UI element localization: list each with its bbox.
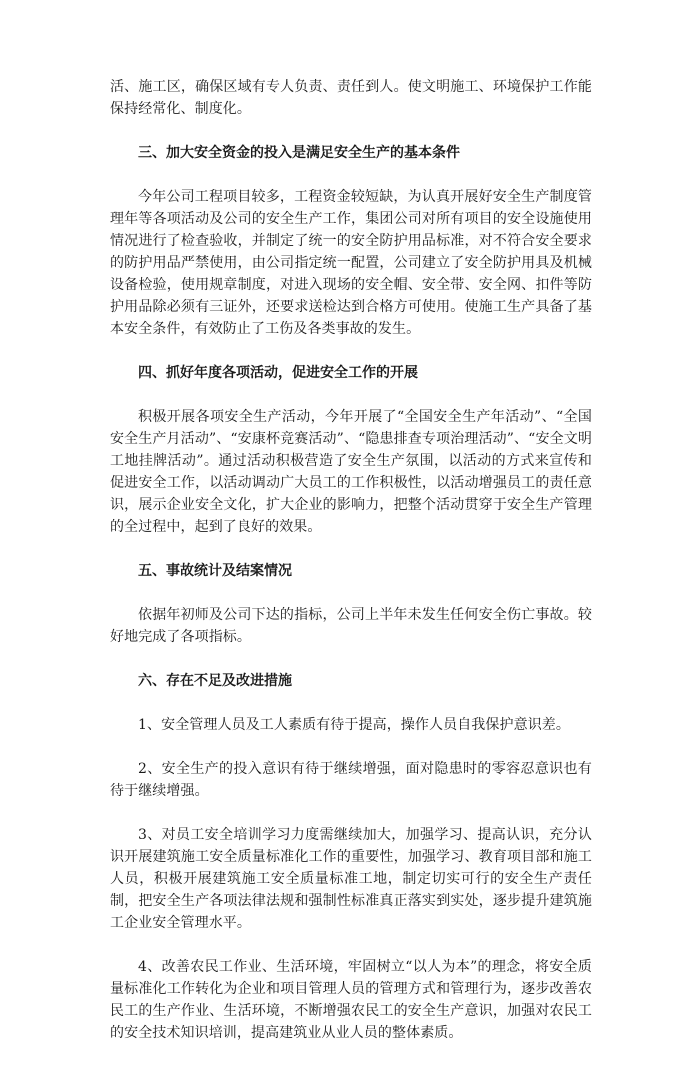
numbered-paragraph: 2、安全生产的投入意识有待于继续增强，面对隐患时的零容忍意识也有待于继续增强。 (110, 761, 592, 799)
lead-paragraph: 活、施工区，确保区域有专人负责、责任到人。使文明施工、环境保护工作能保持经常化、制度化。 (110, 79, 592, 117)
numbered-paragraph: 4、改善农民工作业、生活环境，牢固树立“以人为本”的理念，将安全质量标准化工作转化为企业和项目管理人员的管理方式和管理行为，逐步改善农民工的生产作业、生活环境，不断增强农民工的安全生产意识，加强对农民工的安全技术知识培训，提高建筑业从业人员的整体素质。 (110, 959, 592, 1041)
section-heading: 六、存在不足及改进措施 (138, 673, 292, 689)
section-paragraph: 依据年初师及公司下达的指标，公司上半年未发生任何安全伤亡事故。较好地完成了各项指标。 (110, 607, 592, 645)
document-page (110, 76, 592, 1066)
section-paragraph: 今年公司工程项目较多，工程资金较短缺，为认真开展好安全生产制度管理年等各项活动及公司的安全生产工作，集团公司对所有项目的安全设施使用情况进行了检查验收，并制定了统一的安全防护用品标准，对不符合安全要求的防护用品严禁使用，由公司指定统一配置，公司建立了安全防护用具及机械设备检验，使用规章制度，对进入现场的安全帽、安全带、安全网、扣件等防护用品除必须有三证外，还要求送检达到合格方可使用。使施工生产具备了基本安全条件，有效防止了工伤及各类事故的发生。 (110, 189, 592, 337)
section-heading: 五、事故统计及结案情况 (138, 563, 292, 579)
section-paragraph: 积极开展各项安全生产活动，今年开展了“全国安全生产年活动”、“全国安全生产月活动”、“安康杯竞赛活动”、“隐患排查专项治理活动”、“安全文明工地挂牌活动”。通过活动积极营造了安全生产氛围，以活动的方式来宣传和促进安全工作，以活动调动广大员工的工作积极性，以活动增强员工的责任意识，展示企业安全文化，扩大企业的影响力，把整个活动贯穿于安全生产管理的全过程中，起到了良好的效果。 (110, 409, 592, 535)
section-heading: 三、加大安全资金的投入是满足安全生产的基本条件 (138, 145, 460, 161)
numbered-paragraph: 1、安全管理人员及工人素质有待于提高，操作人员自我保护意识差。 (138, 717, 571, 733)
section-heading: 四、抓好年度各项活动，促进安全工作的开展 (138, 365, 418, 381)
numbered-paragraph: 3、对员工安全培训学习力度需继续加大，加强学习、提高认识，充分认识开展建筑施工安全质量标准化工作的重要性，加强学习、教育项目部和施工人员，积极开展建筑施工安全质量标准工地，制定切实可行的安全生产责任制，把安全生产各项法律法规和强制性标准真正落实到实处，逐步提升建筑施工企业安全管理水平。 (110, 827, 592, 931)
